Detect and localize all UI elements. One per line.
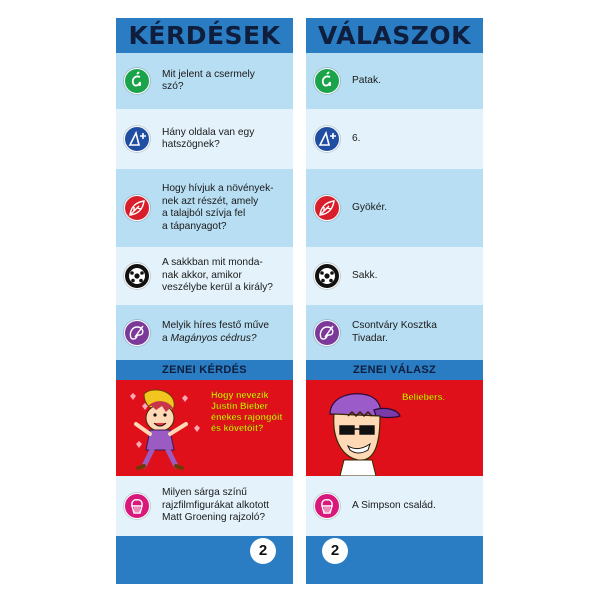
answers-card	[306, 18, 483, 584]
questions-title: KÉRDÉSEK	[116, 18, 293, 53]
answer-row-4	[306, 247, 483, 305]
question-text: Melyik híres festő műve a Magányos cédrus?	[162, 320, 270, 344]
question-text: Hány oldala van egy hatszögnek?	[162, 126, 255, 150]
answer-row-6	[306, 476, 483, 536]
answer-row-1	[306, 53, 483, 109]
question-text: Milyen sárga színű rajzfilmfigurákat alkotott Matt Groening rajzoló?	[162, 487, 270, 524]
question-row-5	[116, 305, 293, 360]
answer-text: A Simpson család.	[352, 499, 436, 511]
music-question-header: ZENEI KÉRDÉS	[116, 360, 293, 380]
girl-fan-illustration	[122, 384, 212, 474]
pink-cupcake-icon	[314, 493, 340, 519]
boy-cap-illustration	[314, 386, 404, 476]
answers-title: VÁLASZOK	[306, 18, 483, 53]
question-text: Hogy hívjuk a növények- nek azt részét, amely a talajból szívja fel a tápanyagot?	[162, 183, 274, 232]
music-question-panel	[116, 380, 293, 476]
music-answer-header: ZENEI VÁLASZ	[306, 360, 483, 380]
pink-cupcake-icon	[124, 493, 150, 519]
question-row-2	[116, 109, 293, 169]
music-question-text: Hogy nevezik Justin Bieber énekes rajongóit és követőit?	[211, 390, 283, 433]
black-ball-icon	[314, 263, 340, 289]
answer-text: Patak.	[352, 74, 381, 86]
question-row-3	[116, 169, 293, 247]
answer-text: 6.	[352, 132, 361, 144]
question-row-6	[116, 476, 293, 536]
green-a-icon	[314, 68, 340, 94]
answer-text: Gyökér.	[352, 201, 388, 213]
black-ball-icon	[124, 263, 150, 289]
question-text: A sakkban mit monda- nak akkor, amikor veszélybe kerül a király?	[162, 257, 273, 294]
purple-palette-icon	[314, 320, 340, 346]
answer-row-2	[306, 109, 483, 169]
blue-triangle-plus-icon	[314, 126, 340, 152]
green-a-icon	[124, 68, 150, 94]
answer-row-5	[306, 305, 483, 360]
question-row-4	[116, 247, 293, 305]
page-number: 2	[250, 538, 276, 564]
music-answer-text: Beliebers.	[402, 392, 446, 402]
blue-triangle-plus-icon	[124, 126, 150, 152]
red-leaf-icon	[124, 195, 150, 221]
red-leaf-icon	[314, 195, 340, 221]
answer-row-3	[306, 169, 483, 247]
question-text: Mit jelent a csermely szó?	[162, 68, 255, 92]
page-number: 2	[322, 538, 348, 564]
music-answer-panel	[306, 380, 483, 476]
question-row-1	[116, 53, 293, 109]
questions-card	[116, 18, 293, 584]
answer-text: Sakk.	[352, 269, 378, 281]
answer-text: Csontváry Kosztka Tivadar.	[352, 320, 437, 344]
purple-palette-icon	[124, 320, 150, 346]
